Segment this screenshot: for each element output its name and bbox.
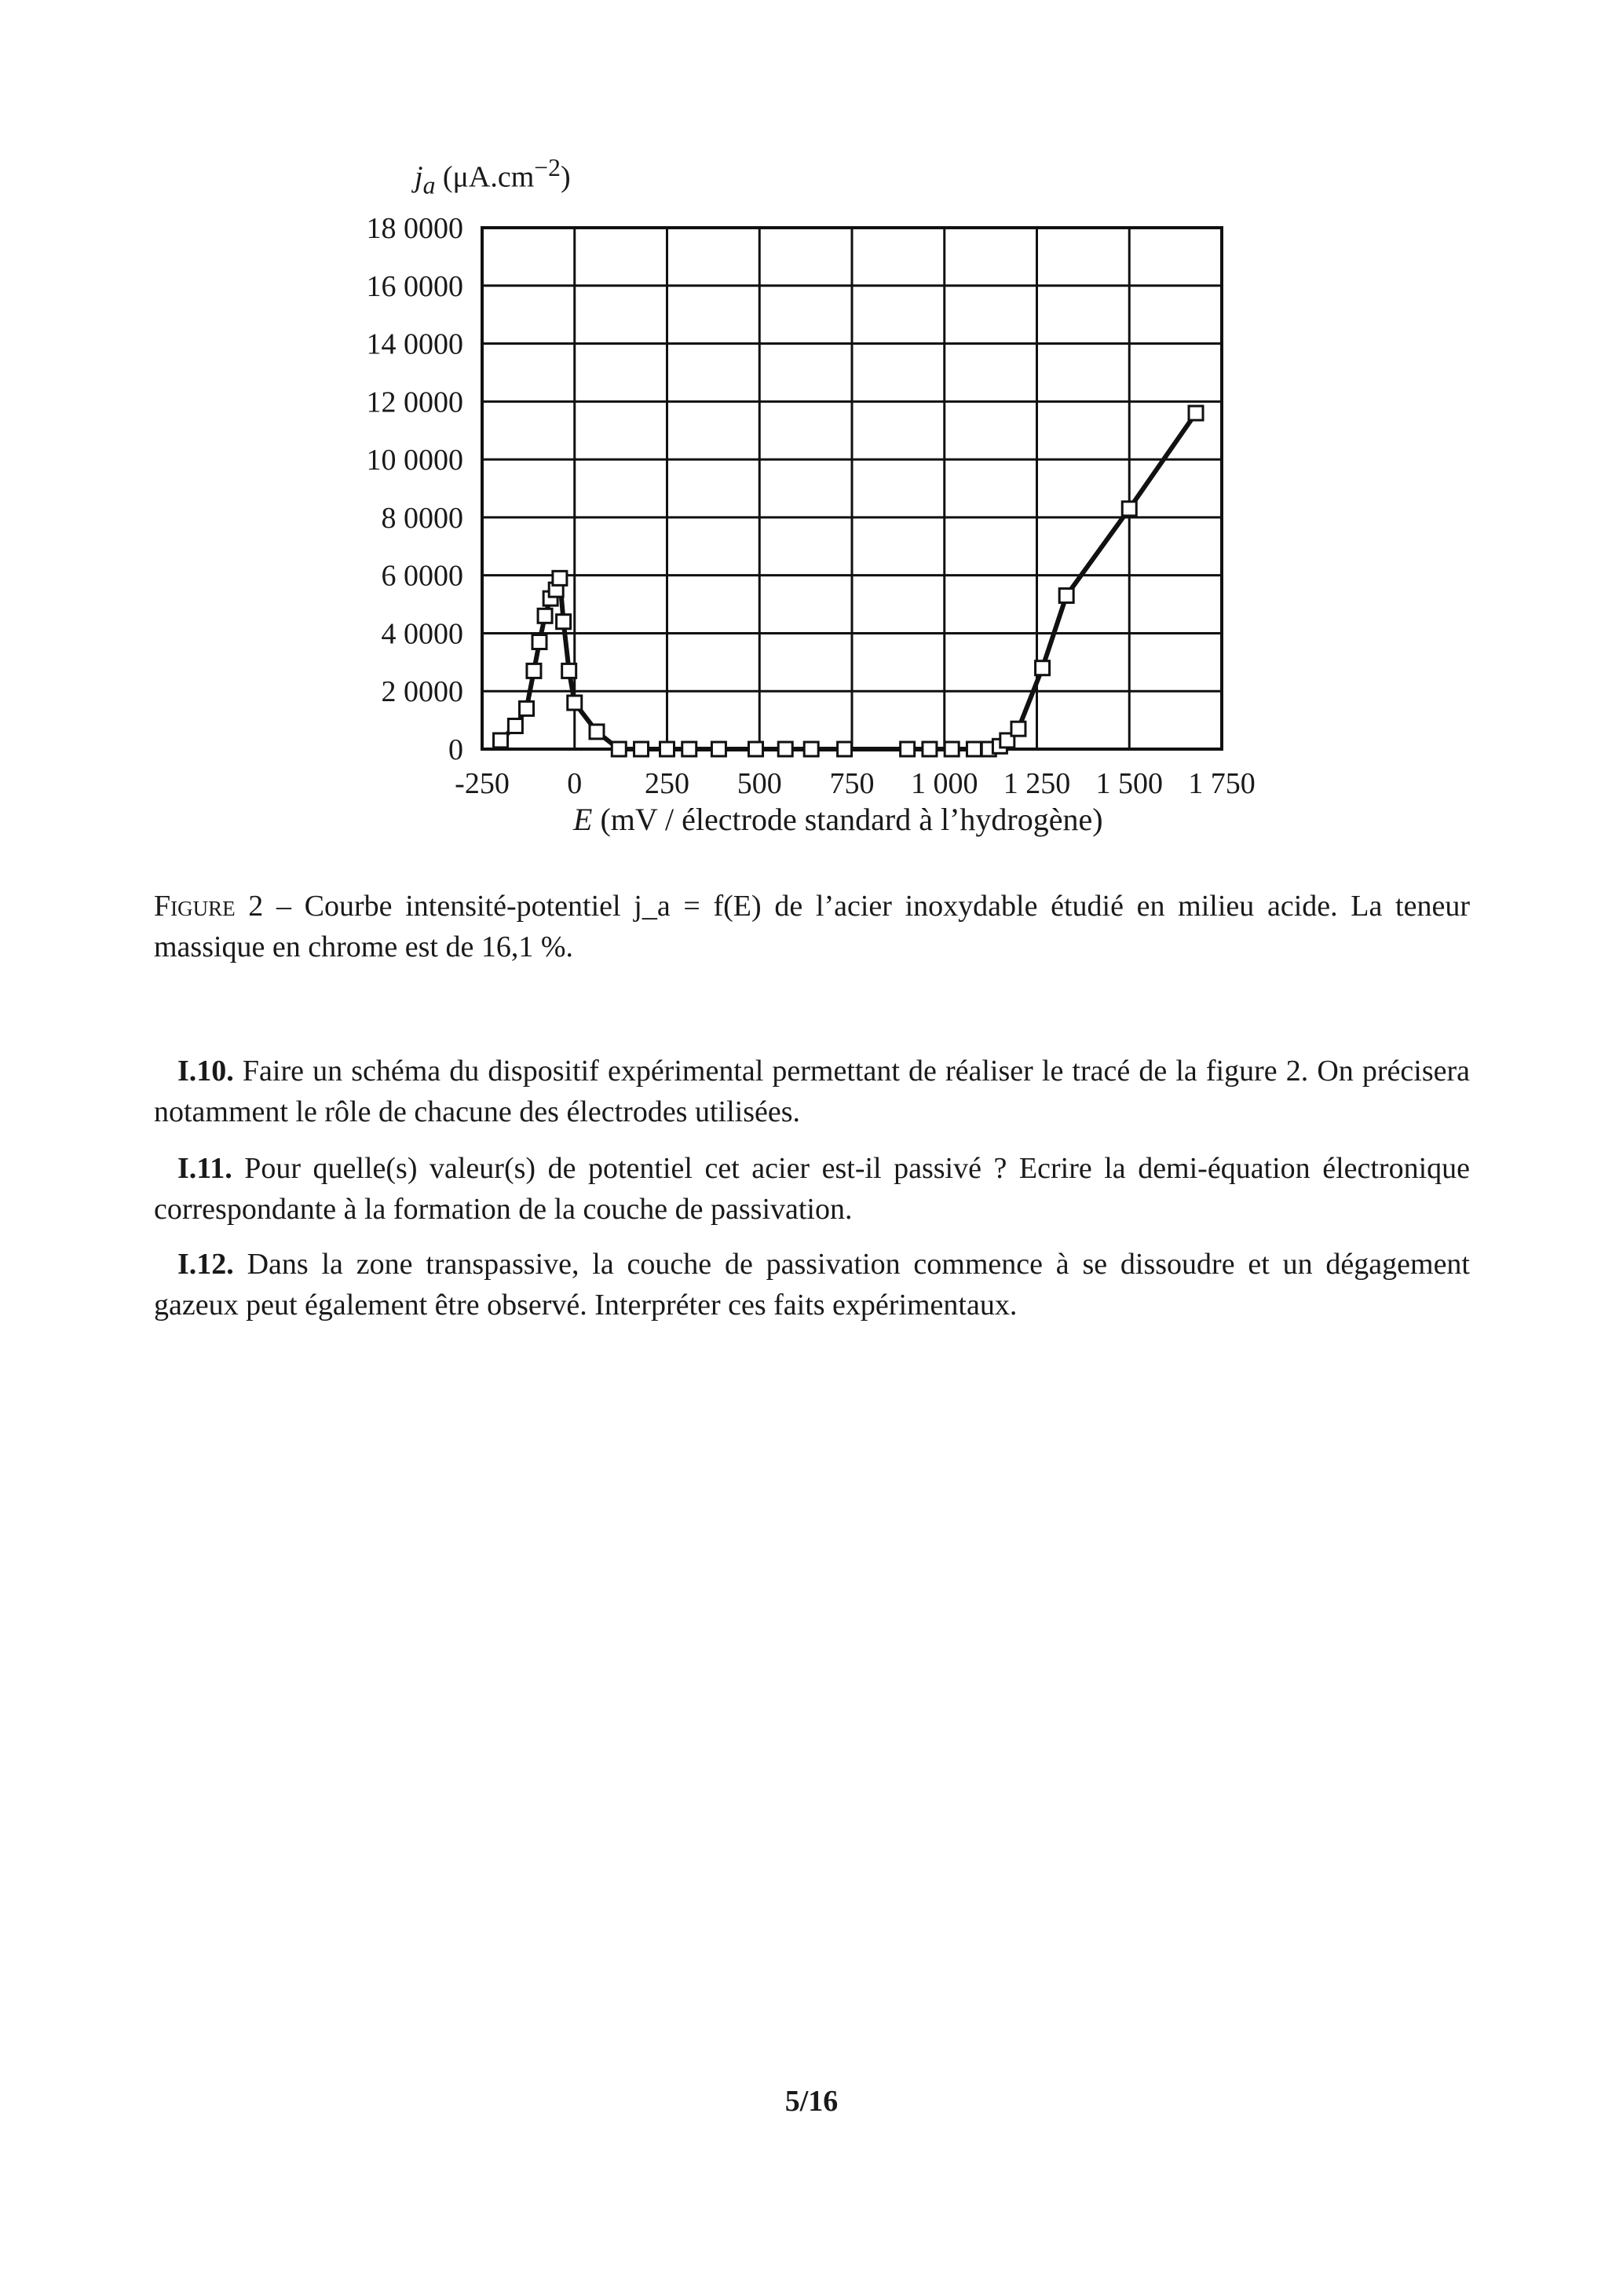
- series-line: [501, 413, 1196, 749]
- question-i11: [154, 1148, 1470, 1230]
- data-point-marker: [612, 742, 626, 756]
- page-number: 5/16: [784, 2085, 839, 2118]
- x-tick-label: 250: [645, 767, 689, 800]
- question-number: I.10.: [177, 1055, 234, 1088]
- y-tick-label: 0: [448, 733, 463, 766]
- y-tick-label: 4 0000: [381, 617, 463, 651]
- figure-caption: [154, 886, 1470, 967]
- data-point-marker: [520, 701, 534, 715]
- data-point-marker: [682, 742, 696, 756]
- question-number: I.11.: [177, 1152, 232, 1185]
- data-point-marker: [1189, 406, 1203, 420]
- data-point-marker: [1036, 661, 1050, 675]
- data-point-marker: [568, 696, 582, 710]
- question-number: I.12.: [177, 1248, 234, 1281]
- data-point-marker: [901, 742, 915, 756]
- data-point-marker: [557, 615, 571, 629]
- data-point-marker: [590, 725, 604, 739]
- caption-text: – Courbe intensité-potentiel j_a = f(E) de l’acier inoxydable étudié en milieu acide. La teneur massique en chrome est de 16,1 %.: [154, 890, 1470, 963]
- x-tick-label: 750: [829, 767, 875, 800]
- x-axis-label: E (mV / électrode standard à l’hydrogène): [573, 802, 1103, 837]
- x-tick-label: 1 000: [911, 767, 978, 800]
- data-point-marker: [923, 742, 937, 756]
- data-point-marker: [532, 635, 546, 649]
- x-tick-label: 0: [567, 767, 583, 800]
- question-text: Faire un schéma du dispositif expérimental permettant de réaliser le tracé de la figure 2. On précisera notamment le rôle de chacune des électrodes utilisées.: [154, 1055, 1470, 1128]
- y-tick-label: 6 0000: [381, 559, 463, 593]
- data-point-marker: [538, 609, 552, 623]
- data-point-marker: [634, 742, 649, 756]
- y-tick-label: 10 0000: [366, 444, 463, 477]
- data-point-marker: [1122, 502, 1136, 516]
- y-tick-label: 16 0000: [366, 269, 463, 303]
- y-tick-label: 2 0000: [381, 675, 463, 709]
- data-point-marker: [494, 733, 508, 748]
- caption-label: Figure 2: [154, 890, 264, 923]
- data-point-marker: [711, 742, 726, 756]
- data-point-marker: [660, 742, 674, 756]
- data-point-marker: [1059, 588, 1073, 602]
- question-text: Pour quelle(s) valeur(s) de potentiel cet acier est-il passivé ? Ecrire la demi-équation électronique correspondante à la formation de la couche de passivation.: [154, 1152, 1470, 1226]
- data-point-marker: [527, 664, 541, 678]
- data-point-marker: [749, 742, 763, 756]
- data-point-marker: [838, 742, 852, 756]
- figure-2: [0, 0, 1623, 864]
- question-text: Dans la zone transpassive, la couche de passivation commence à se dissoudre et un dégagement gazeux peut également être observé. Interpréter ces faits expérimentaux.: [154, 1248, 1470, 1322]
- x-tick-label: 1 250: [1003, 767, 1071, 800]
- x-tick-label: 1 750: [1188, 767, 1256, 800]
- chart-grid: [482, 228, 1222, 749]
- data-point-marker: [945, 742, 959, 756]
- data-point-marker: [562, 664, 576, 678]
- data-point-marker: [967, 742, 981, 756]
- data-point-marker: [508, 718, 522, 733]
- chart-svg: [0, 0, 1623, 864]
- data-point-marker: [553, 571, 567, 585]
- data-point-marker: [778, 742, 792, 756]
- x-tick-labels: [455, 767, 1256, 800]
- y-tick-label: 14 0000: [366, 327, 463, 361]
- y-axis-label: $j_a$ $(\mu A.cm^{-2})$: [415, 154, 571, 199]
- x-tick-label: -250: [455, 767, 510, 800]
- question-i12: [154, 1244, 1470, 1325]
- x-tick-label: 1 500: [1095, 767, 1163, 800]
- y-tick-label: 8 0000: [381, 501, 463, 535]
- data-point-marker: [804, 742, 818, 756]
- y-tick-labels: [367, 212, 464, 766]
- question-i10: [154, 1051, 1470, 1132]
- y-tick-label: 18 0000: [366, 212, 463, 245]
- y-tick-label: 12 0000: [366, 386, 463, 419]
- x-tick-label: 500: [737, 767, 782, 800]
- data-point-marker: [1011, 722, 1025, 736]
